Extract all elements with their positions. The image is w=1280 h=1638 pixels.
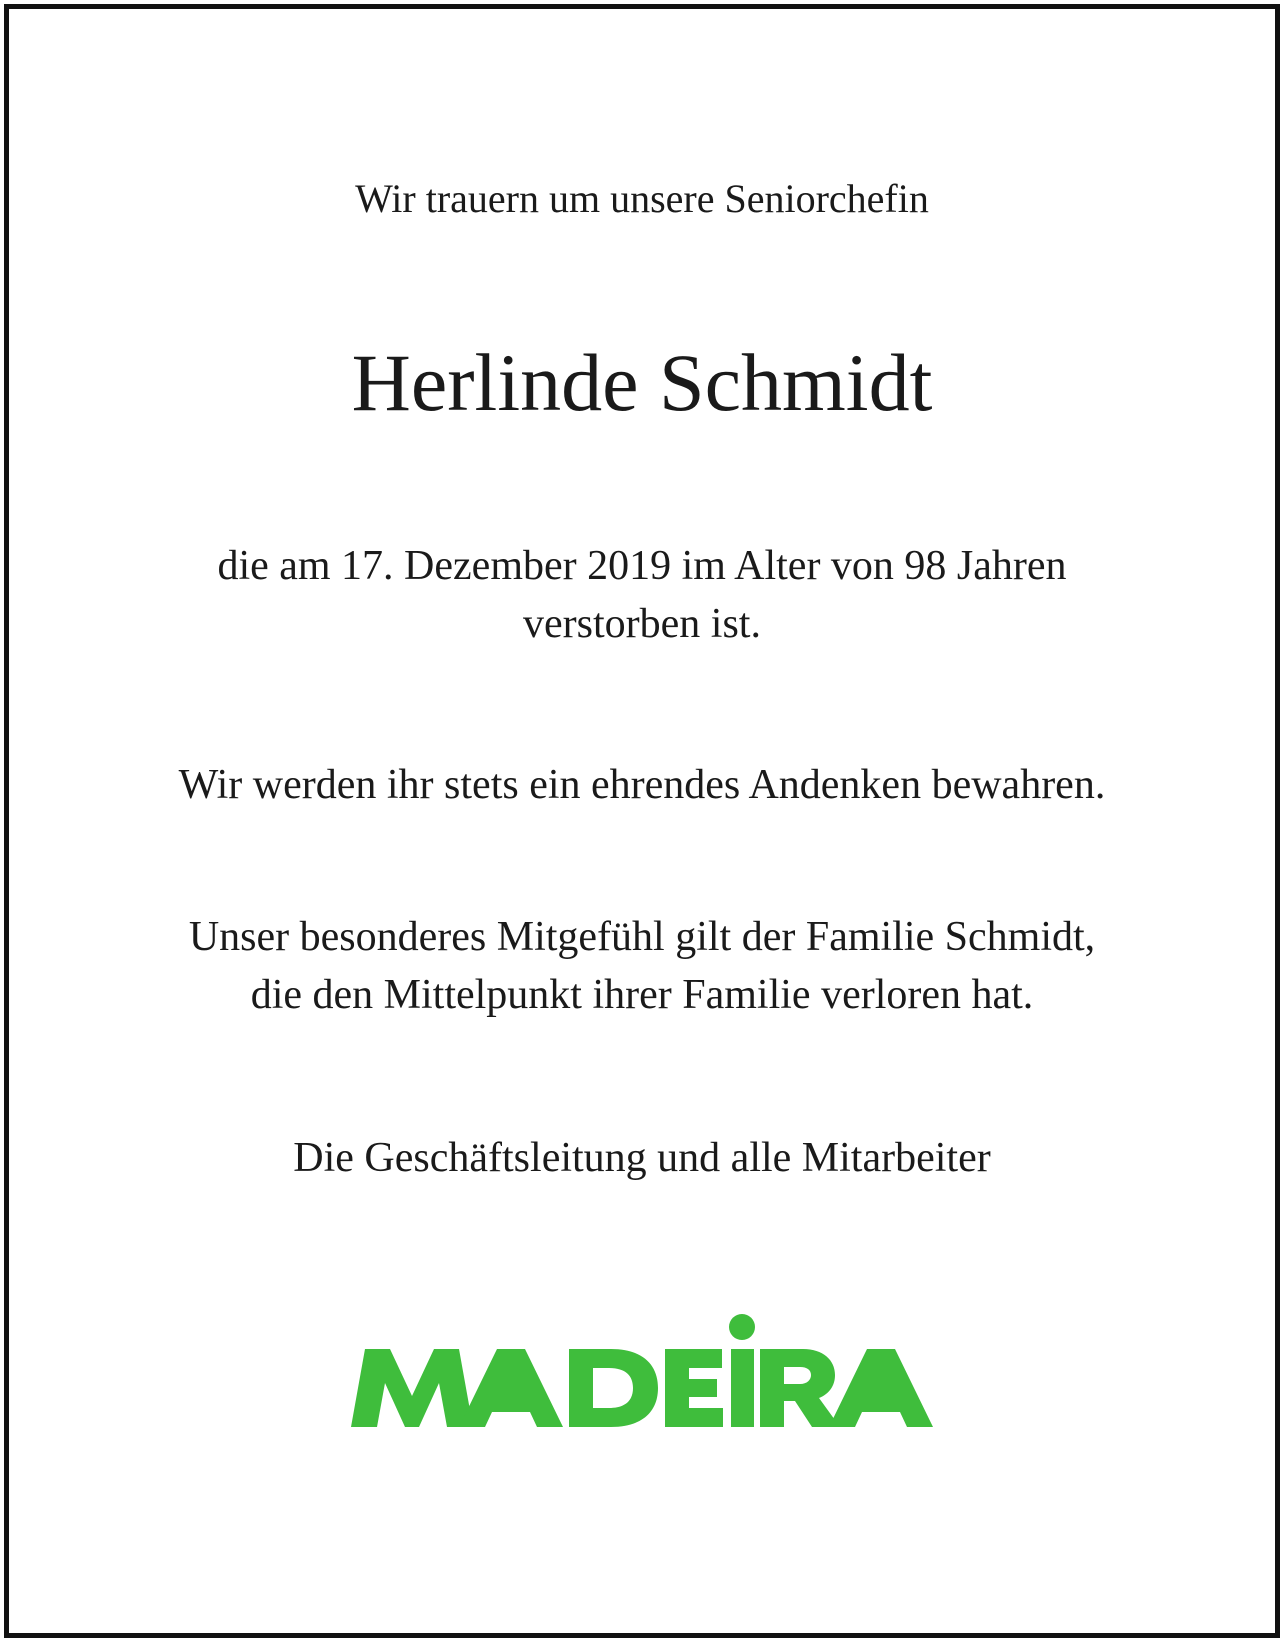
- deceased-name: Herlinde Schmidt: [351, 337, 933, 428]
- intro-line: Wir trauern um unsere Seniorchefin: [355, 176, 929, 221]
- death-line-1: die am 17. Dezember 2019 im Alter von 98 Jahren: [217, 543, 1067, 589]
- death-line-2: verstorben ist.: [523, 601, 761, 647]
- madeira-logo: [351, 1312, 941, 1432]
- sympathy-line-1: Unser besonderes Mitgefühl gilt der Familie Schmidt,: [188, 914, 1096, 960]
- logo-wordmark: MADEIRA: [643, 1424, 649, 1425]
- sympathy-line-2: die den Mittelpunkt ihrer Familie verloren hat.: [250, 972, 1034, 1018]
- obituary-notice-frame: [4, 4, 1280, 1638]
- death-statement: [9, 537, 1275, 653]
- signoff-line: Die Geschäftsleitung und alle Mitarbeiter: [293, 1135, 991, 1181]
- memory-statement: Wir werden ihr stets ein ehrendes Andenken bewahren.: [178, 762, 1106, 808]
- sympathy-statement: [9, 908, 1275, 1024]
